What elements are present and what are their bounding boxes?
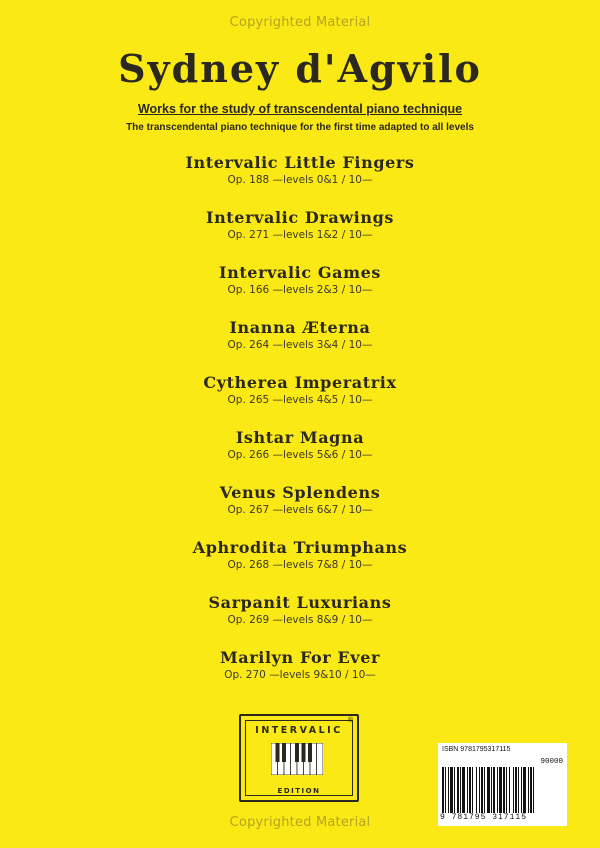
series-subtitle: Works for the study of transcendental piano technique — [137, 102, 463, 116]
work-title: Aphrodita Triumphans — [192, 538, 408, 557]
black-key — [282, 743, 286, 762]
work-item — [0, 538, 600, 593]
barcode-bar — [472, 767, 473, 813]
logo-wordmark: INTERVALIC — [255, 725, 343, 736]
barcode-bar — [462, 767, 465, 813]
piano-keys-icon — [271, 743, 323, 775]
author-name: Sydney d'Agvilo — [118, 46, 482, 91]
barcode-bar — [442, 767, 444, 813]
barcode-bar — [481, 767, 483, 813]
black-key — [308, 743, 312, 762]
barcode-bar — [499, 767, 502, 813]
barcode-bar — [493, 767, 495, 813]
barcode-bar — [503, 767, 505, 813]
work-item — [0, 263, 600, 318]
work-title: Marilyn For Ever — [219, 648, 381, 667]
barcode-digits: 9 781795 317115 — [440, 813, 528, 822]
work-item — [0, 208, 600, 263]
publisher-logo — [239, 714, 359, 802]
work-item — [0, 593, 600, 648]
barcode-bar — [523, 767, 526, 813]
work-item — [0, 153, 600, 208]
white-key — [317, 743, 324, 775]
work-item — [0, 648, 600, 703]
barcode-bar — [469, 767, 471, 813]
watermark-top: Copyrighted Material — [229, 15, 371, 30]
isbn-text: ISBN 9781795317115 — [442, 746, 511, 753]
barcode-bar — [479, 767, 480, 813]
barcode-bar — [491, 767, 492, 813]
barcode-bar — [518, 767, 519, 813]
barcode-bar — [515, 767, 517, 813]
barcode-bar — [513, 767, 514, 813]
work-opus-levels: Op. 266 —levels 5&6 / 10— — [227, 449, 373, 461]
work-opus-levels: Op. 269 —levels 8&9 / 10— — [227, 614, 373, 626]
work-opus-levels: Op. 264 —levels 3&4 / 10— — [227, 339, 373, 351]
work-title: Intervalic Little Fingers — [185, 153, 415, 172]
series-tagline: The transcendental piano technique for the first time adapted to all levels — [126, 122, 474, 133]
barcode-addon-code: 90000 — [540, 758, 563, 766]
barcode-bar — [521, 767, 522, 813]
work-opus-levels: Op. 271 —levels 1&2 / 10— — [227, 229, 373, 241]
barcode-bar — [445, 767, 446, 813]
logo-edition-label: EDITION — [277, 787, 321, 795]
barcode-bar — [509, 767, 510, 813]
barcode-bar — [454, 767, 455, 813]
barcode-bar — [484, 767, 485, 813]
work-title: Cytherea Imperatrix — [203, 373, 397, 392]
barcode-bar — [528, 767, 529, 813]
black-key — [295, 743, 299, 762]
work-opus-levels: Op. 270 —levels 9&10 / 10— — [224, 669, 376, 681]
work-item — [0, 428, 600, 483]
work-title: Venus Splendens — [219, 483, 381, 502]
work-title: Ishtar Magna — [235, 428, 365, 447]
work-item — [0, 483, 600, 538]
work-title: Intervalic Drawings — [205, 208, 394, 227]
barcode-bar — [460, 767, 461, 813]
barcode-bar — [530, 767, 532, 813]
barcode-bars — [442, 767, 563, 813]
work-opus-levels: Op. 268 —levels 7&8 / 10— — [227, 559, 373, 571]
barcode-bar — [476, 767, 477, 813]
work-title: Inanna Æterna — [229, 318, 371, 337]
work-opus-levels: Op. 188 —levels 0&1 / 10— — [227, 174, 373, 186]
black-key — [302, 743, 306, 762]
barcode-bar — [497, 767, 498, 813]
registered-mark: ® — [347, 717, 353, 724]
barcode-bar — [448, 767, 449, 813]
work-item — [0, 373, 600, 428]
barcode-bar — [487, 767, 490, 813]
works-list — [0, 153, 600, 703]
work-opus-levels: Op. 267 —levels 6&7 / 10— — [227, 504, 373, 516]
work-opus-levels: Op. 265 —levels 4&5 / 10— — [227, 394, 373, 406]
work-opus-levels: Op. 166 —levels 2&3 / 10— — [227, 284, 373, 296]
work-title: Sarpanit Luxurians — [208, 593, 392, 612]
work-title: Intervalic Games — [219, 263, 381, 282]
work-item — [0, 318, 600, 373]
barcode-bar — [533, 767, 534, 813]
barcode-bar — [467, 767, 468, 813]
black-key — [276, 743, 280, 762]
barcode-bar — [506, 767, 507, 813]
watermark-bottom: Copyrighted Material — [229, 815, 371, 830]
isbn-barcode — [438, 743, 567, 826]
barcode-bar — [450, 767, 453, 813]
barcode-bar — [457, 767, 459, 813]
